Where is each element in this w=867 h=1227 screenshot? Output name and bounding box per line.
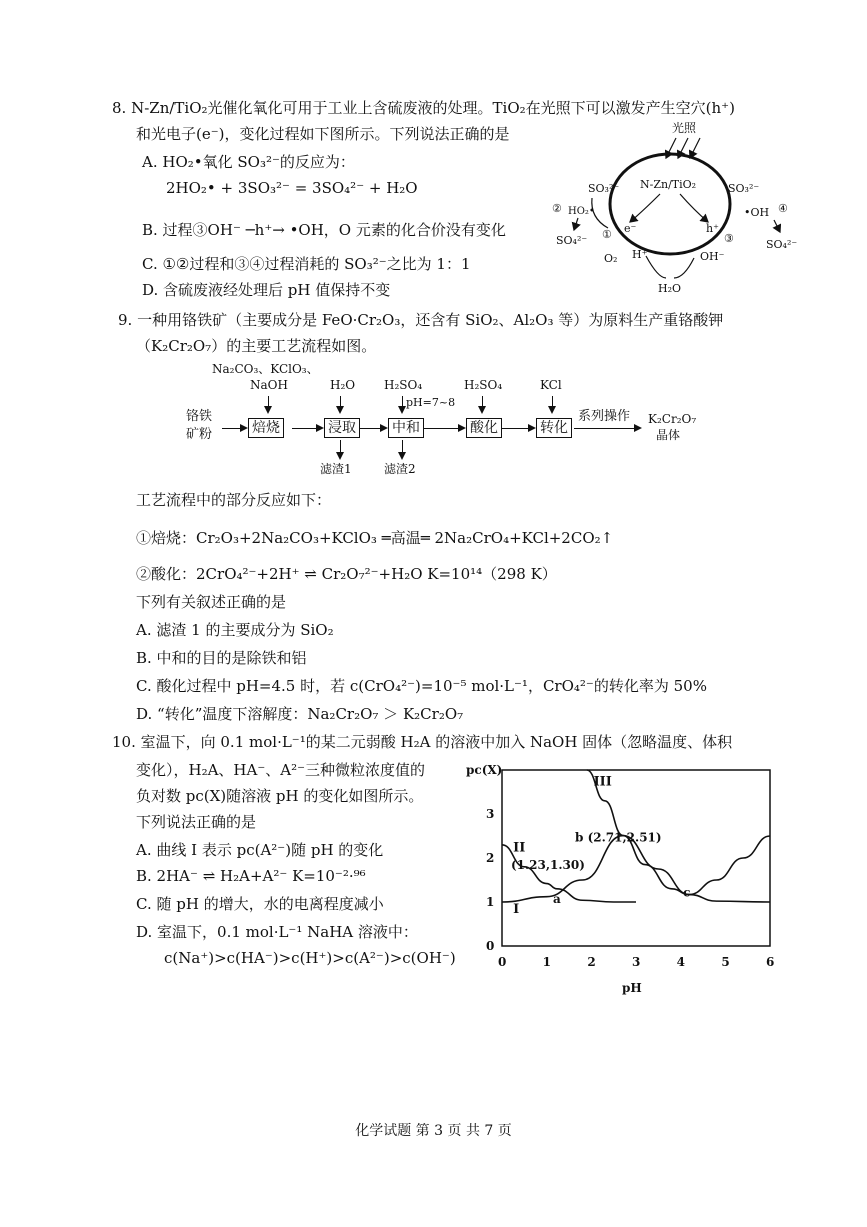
photocatalysis-diagram bbox=[548, 118, 810, 298]
q10-option-b: B. 2HA⁻ ⇌ H₂A+A²⁻ K=10⁻²·⁹⁶ bbox=[136, 867, 366, 885]
x-tick-label: 0 bbox=[498, 955, 507, 969]
step-roast: 焙烧 bbox=[248, 418, 284, 438]
hplus-label: H⁺ bbox=[632, 248, 648, 261]
reagent-1b: NaOH bbox=[250, 378, 288, 392]
q9-option-a: A. 滤渣 1 的主要成分为 SiO₂ bbox=[136, 621, 334, 639]
q10-ask: 下列说法正确的是 bbox=[136, 813, 257, 831]
x-tick-label: 1 bbox=[542, 955, 552, 969]
q9-stem-line1: 9. 一种用铬铁矿（主要成分是 FeO·Cr₂O₃，还含有 SiO₂、Al₂O₃ 等）为原料生产重铬酸钾 bbox=[118, 311, 724, 329]
o2-label: O₂ bbox=[604, 252, 618, 265]
x-axis-label: pH bbox=[622, 981, 642, 995]
x-tick-label: 2 bbox=[587, 955, 596, 969]
light-label: 光照 bbox=[672, 121, 697, 135]
reagent-4: H₂SO₄ bbox=[464, 378, 503, 392]
q9-reaction-2: ②酸化：2CrO₄²⁻+2H⁺ ⇌ Cr₂O₇²⁻+H₂O K=10¹⁴（298 K） bbox=[136, 565, 557, 583]
ho2-label: HO₂• bbox=[568, 206, 595, 217]
start-label-1: 铬铁 bbox=[186, 409, 213, 424]
step3-label: ③ bbox=[724, 232, 734, 245]
ohminus-label: OH⁻ bbox=[700, 250, 725, 263]
q8-option-a-equation: 2HO₂• + 3SO₃²⁻ = 3SO₄²⁻ + H₂O bbox=[166, 179, 418, 197]
q9-ask: 下列有关叙述正确的是 bbox=[136, 593, 287, 611]
y-tick-label: 2 bbox=[486, 851, 495, 865]
q10-option-d-ineq: c(Na⁺)>c(HA⁻)>c(H⁺)>c(A²⁻)>c(OH⁻) bbox=[164, 949, 456, 967]
product-label-2: 晶体 bbox=[656, 428, 681, 442]
start-label-2: 矿粉 bbox=[186, 427, 213, 442]
q8-option-a: A. HO₂•氧化 SO₃²⁻的反应为： bbox=[142, 153, 355, 171]
y-axis-label: pc(X) bbox=[466, 763, 503, 777]
x-tick-label: 6 bbox=[766, 955, 775, 969]
step4-label: ④ bbox=[778, 202, 788, 215]
reagent-1a: Na₂CO₃、KClO₃、 bbox=[212, 362, 319, 376]
step-convert: 转化 bbox=[536, 418, 572, 438]
step2-label: ② bbox=[552, 202, 562, 215]
catalyst-label: N-Zn/TiO₂ bbox=[640, 178, 697, 191]
x-tick-label: 5 bbox=[721, 955, 730, 969]
series-label-III: III bbox=[593, 774, 612, 790]
product-label-1: K₂Cr₂O₇ bbox=[648, 412, 697, 426]
series-label-I: I bbox=[513, 902, 520, 917]
pc-ph-chart bbox=[466, 760, 796, 1000]
q8-stem-line1: 8. N-Zn/TiO₂光催化氧化可用于工业上含硫废液的处理。TiO₂在光照下可以激发产生空穴(h⁺) bbox=[112, 99, 735, 117]
reagent-2: H₂O bbox=[330, 378, 356, 392]
so4-right-label: SO₄²⁻ bbox=[766, 238, 798, 251]
so3-left-label: SO₃²⁻ bbox=[588, 182, 620, 195]
x-tick-label: 4 bbox=[676, 955, 686, 969]
step-leach: 浸取 bbox=[324, 418, 360, 438]
x-tick-label: 3 bbox=[632, 955, 641, 969]
q8-option-b: B. 过程③OH⁻ ─h⁺→ •OH，O 元素的化合价没有变化 bbox=[142, 221, 506, 239]
q9-option-b: B. 中和的目的是除铁和铝 bbox=[136, 649, 307, 667]
series-label-II: II bbox=[513, 840, 526, 856]
point-label: a bbox=[552, 891, 561, 906]
hole-label: h⁺ bbox=[706, 222, 719, 235]
point-label: b (2.71,2.51) bbox=[575, 830, 662, 845]
residue-2: 滤渣2 bbox=[384, 462, 416, 476]
q10-stem-line3: 负对数 pc(X)随溶液 pH 的变化如图所示。 bbox=[136, 787, 424, 805]
y-tick-label: 0 bbox=[486, 939, 495, 953]
q10-option-a: A. 曲线 I 表示 pc(A²⁻)随 pH 的变化 bbox=[136, 841, 384, 859]
point-label: c bbox=[683, 885, 691, 900]
q9-intro: 工艺流程中的部分反应如下： bbox=[136, 491, 332, 509]
q10-stem-line2: 变化），H₂A、HA⁻、A²⁻三种微粒浓度值的 bbox=[136, 761, 426, 779]
reagent-3b: pH=7~8 bbox=[406, 396, 456, 409]
q9-stem-line2: （K₂Cr₂O₇）的主要工艺流程如图。 bbox=[136, 337, 377, 355]
h2o-label: H₂O bbox=[658, 282, 682, 295]
q10-option-c: C. 随 pH 的增大，水的电离程度减小 bbox=[136, 895, 384, 913]
step1-label: ① bbox=[602, 228, 612, 241]
oh-radical-label: •OH bbox=[744, 206, 770, 219]
q9-option-d: D. “转化”温度下溶解度：Na₂Cr₂O₇ ＞ K₂Cr₂O₇ bbox=[136, 705, 464, 723]
q8-option-c: C. ①②过程和③④过程消耗的 SO₃²⁻之比为 1：1 bbox=[142, 255, 471, 273]
q8-stem-line2: 和光电子(e⁻)，变化过程如下图所示。下列说法正确的是 bbox=[136, 125, 510, 143]
point-label: (1.23,1.30) bbox=[510, 857, 585, 872]
y-tick-label: 3 bbox=[486, 807, 495, 821]
step-acidify: 酸化 bbox=[466, 418, 502, 438]
q8-option-d: D. 含硫废液经处理后 pH 值保持不变 bbox=[142, 281, 391, 299]
q10-option-d: D. 室温下，0.1 mol·L⁻¹ NaHA 溶液中： bbox=[136, 923, 418, 941]
q9-reaction-1: ①焙烧：Cr₂O₃+2Na₂CO₃+KClO₃ ═高温═ 2Na₂CrO₄+KCl+2CO₂↑ bbox=[136, 529, 614, 547]
catalyst-ellipse bbox=[610, 154, 730, 254]
so3-right-label: SO₃²⁻ bbox=[728, 182, 760, 195]
so4-left-label: SO₄²⁻ bbox=[556, 234, 588, 247]
q10-stem-line1: 10. 室温下，向 0.1 mol·L⁻¹的某二元弱酸 H₂A 的溶液中加入 NaOH 固体（忽略温度、体积 bbox=[112, 733, 733, 751]
reagent-3: H₂SO₄ bbox=[384, 378, 423, 392]
series-operation-label: 系列操作 bbox=[578, 409, 631, 424]
reagent-5: KCl bbox=[540, 378, 562, 392]
page-footer: 化学试题 第 3 页 共 7 页 bbox=[355, 1123, 512, 1139]
residue-1: 滤渣1 bbox=[320, 462, 352, 476]
step-neutralize: 中和 bbox=[388, 418, 424, 438]
q9-option-c: C. 酸化过程中 pH=4.5 时，若 c(CrO₄²⁻)=10⁻⁵ mol·L⁻¹，CrO₄²⁻的转化率为 50% bbox=[136, 677, 707, 695]
y-tick-label: 1 bbox=[486, 895, 495, 909]
electron-label: e⁻ bbox=[624, 222, 637, 235]
